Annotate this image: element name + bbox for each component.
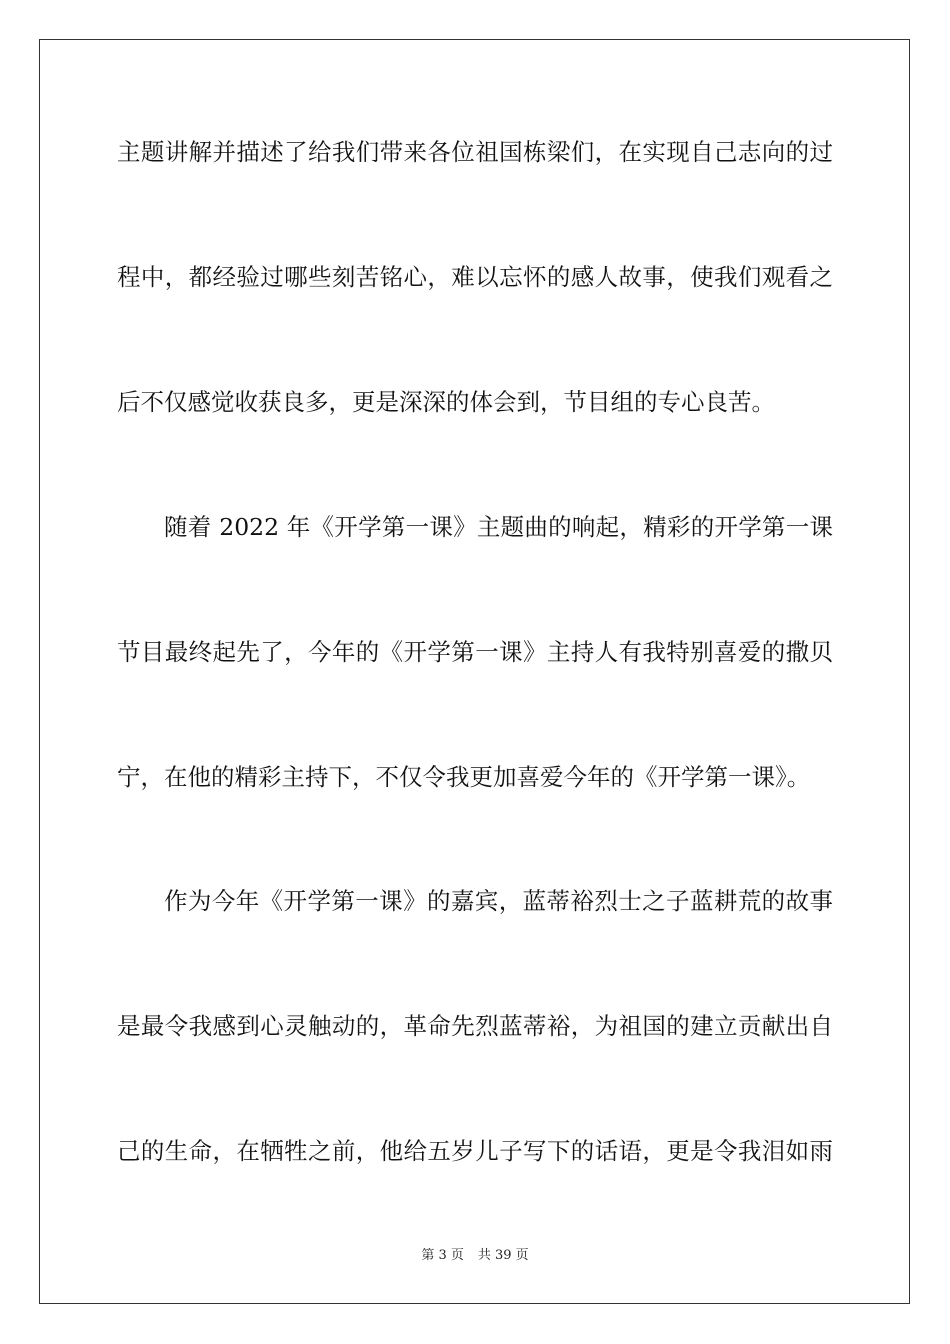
page-footer [0,1247,950,1265]
paragraph-line: 宁，在他的精彩主持下，不仅令我更加喜爱今年的《开学第一课》。 [117,763,811,791]
page-border [39,39,910,1304]
paragraph-line: 节目最终起先了，今年的《开学第一课》主持人有我特别喜爱的撒贝 [117,638,833,666]
paragraph-line: 随着 2022 年《开学第一课》主题曲的响起，精彩的开学第一课 [164,513,833,541]
paragraph-line: 后不仅感觉收获良多，更是深深的体会到，节目组的专心良苦。 [117,388,775,416]
paragraph-line: 作为今年《开学第一课》的嘉宾，蓝蒂裕烈士之子蓝耕荒的故事 [164,887,833,915]
page-number: 第 3 页 [421,1248,464,1263]
paragraph-line: 主题讲解并描述了给我们带来各位祖国栋梁们，在实现自己志向的过 [117,138,833,166]
page-total: 共 39 页 [477,1248,529,1263]
paragraph-line: 程中，都经验过哪些刻苦铭心，难以忘怀的感人故事，使我们观看之 [117,263,833,291]
paragraph-line: 是最令我感到心灵触动的，革命先烈蓝蒂裕，为祖国的建立贡献出自 [117,1012,833,1040]
paragraph-line: 己的生命，在牺牲之前，他给五岁儿子写下的话语，更是令我泪如雨 [117,1137,833,1165]
